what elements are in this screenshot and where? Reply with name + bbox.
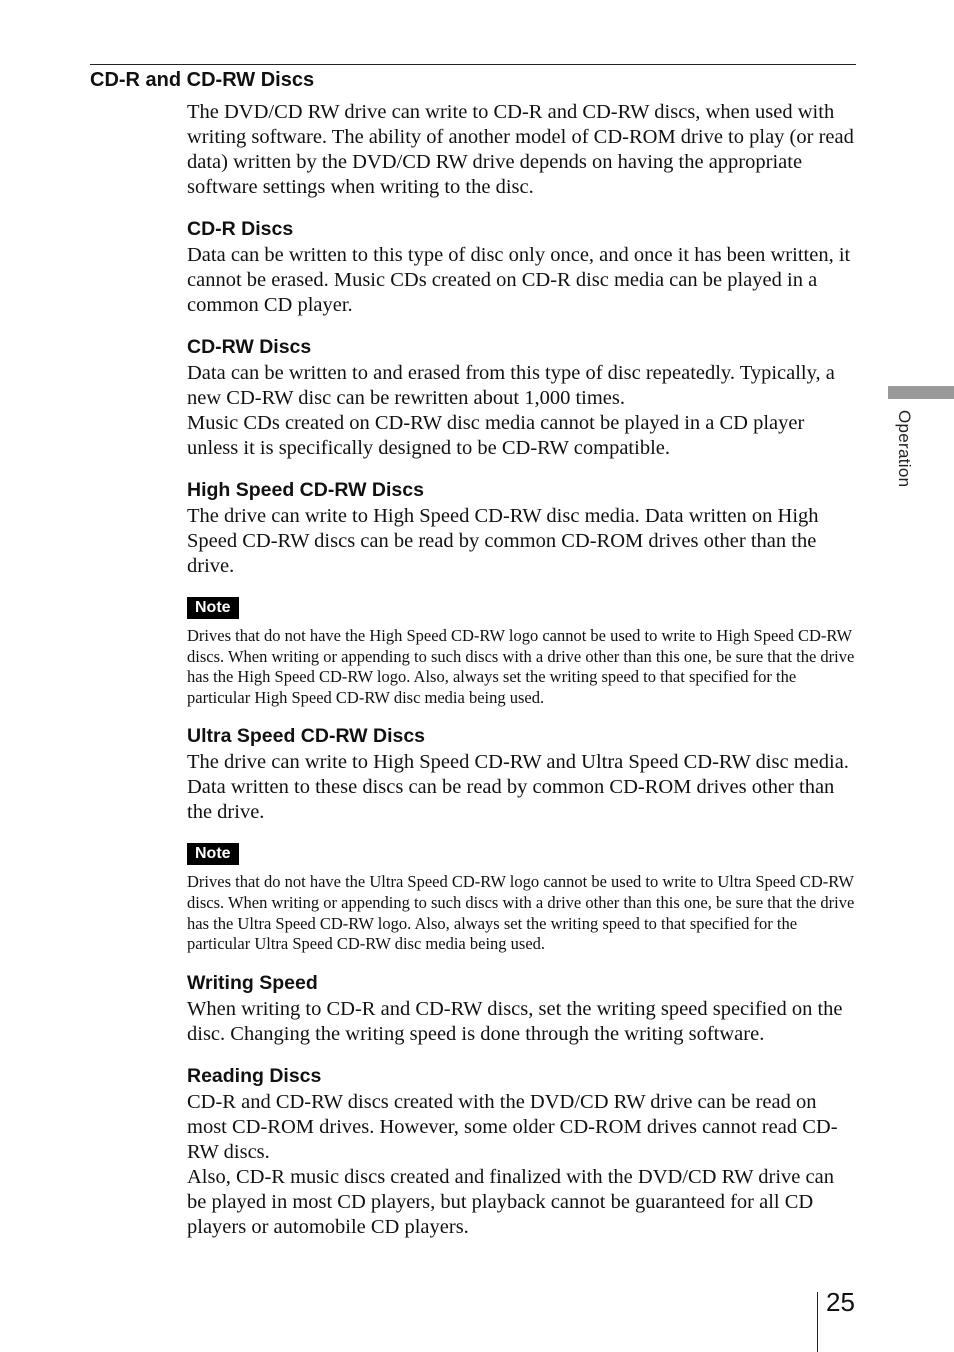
- section-paragraph: Data can be written to and erased from this type of disc repeatedly. Typically, a new CD-RW disc can be rewritten about 1,000 times.: [187, 362, 835, 409]
- section-writing-speed: [187, 971, 855, 1047]
- note-text: Drives that do not have the Ultra Speed CD-RW logo cannot be used to write to Ultra Speed CD-RW discs. When writing or appending to such discs with a drive other than this one, be sure that the drive has the Ultra Speed CD-RW logo. Also, always set the writing speed to that specified for the particular Ultra Speed CD-RW disc media being used.: [187, 872, 855, 954]
- section-heading: Ultra Speed CD-RW Discs: [187, 725, 426, 748]
- intro-paragraph: The DVD/CD RW drive can write to CD-R and CD-RW discs, when used with writing software. The ability of another model of CD-ROM drive to play (or read data) written by the DVD/CD RW drive depends on having the appropriate software settings when writing to the disc.: [187, 101, 854, 198]
- side-tab-marker: [888, 386, 954, 399]
- section-cdr: [187, 217, 855, 318]
- note-badge: Note: [187, 597, 239, 619]
- note-text: Drives that do not have the High Speed CD-RW logo cannot be used to write to High Speed CD-RW discs. When writing or appending to such discs with a drive other than this one, be sure that the drive has the High Speed CD-RW logo. Also, always set the writing speed to that specified for the particular High Speed CD-RW disc media being used.: [187, 626, 855, 707]
- top-rule: [90, 64, 856, 65]
- section-heading: CD-RW Discs: [187, 336, 312, 358]
- section-paragraph: CD-R and CD-RW discs created with the DVD/CD RW drive can be read on most CD-ROM drives. However, some older CD-ROM drives cannot read CD-RW discs.: [187, 1090, 838, 1163]
- section-title: CD-R and CD-RW Discs: [90, 69, 315, 91]
- section-paragraph: When writing to CD-R and CD-RW discs, set the writing speed specified on the disc. Changing the writing speed is done through the writing software.: [187, 997, 843, 1045]
- section-heading: Writing Speed: [187, 971, 318, 994]
- side-tab-label: Operation: [895, 410, 914, 488]
- section-reading-discs: [187, 1064, 855, 1240]
- section-heading: CD-R Discs: [187, 218, 294, 240]
- page-number: 25: [826, 1287, 855, 1317]
- section-high-speed: [187, 478, 855, 579]
- note-badge: Note: [187, 843, 239, 865]
- section-cdrw: [187, 335, 855, 461]
- section-paragraph: Music CDs created on CD-RW disc media cannot be played in a CD player unless it is specifically designed to be CD-RW compatible.: [187, 412, 805, 459]
- page-number-rule: [817, 1292, 818, 1352]
- section-heading: Reading Discs: [187, 1064, 322, 1087]
- note-block: [187, 842, 855, 954]
- section-heading: High Speed CD-RW Discs: [187, 479, 424, 501]
- note-block: [187, 596, 855, 708]
- section-paragraph: Also, CD-R music discs created and finalized with the DVD/CD RW drive can be played in most CD players, but playback cannot be guaranteed for all CD players or automobile CD players.: [187, 1165, 834, 1238]
- section-paragraph: The drive can write to High Speed CD-RW disc media. Data written on High Speed CD-RW discs can be read by common CD-ROM drives other than the drive.: [187, 505, 819, 577]
- main-content: [187, 100, 855, 1257]
- section-paragraph: The drive can write to High Speed CD-RW and Ultra Speed CD-RW disc media. Data written to these discs can be read by common CD-ROM drives other than the drive.: [187, 751, 849, 824]
- section-ultra-speed: [187, 724, 855, 825]
- section-paragraph: Data can be written to this type of disc only once, and once it has been written, it cannot be erased. Music CDs created on CD-R disc media can be played in a common CD player.: [187, 244, 851, 316]
